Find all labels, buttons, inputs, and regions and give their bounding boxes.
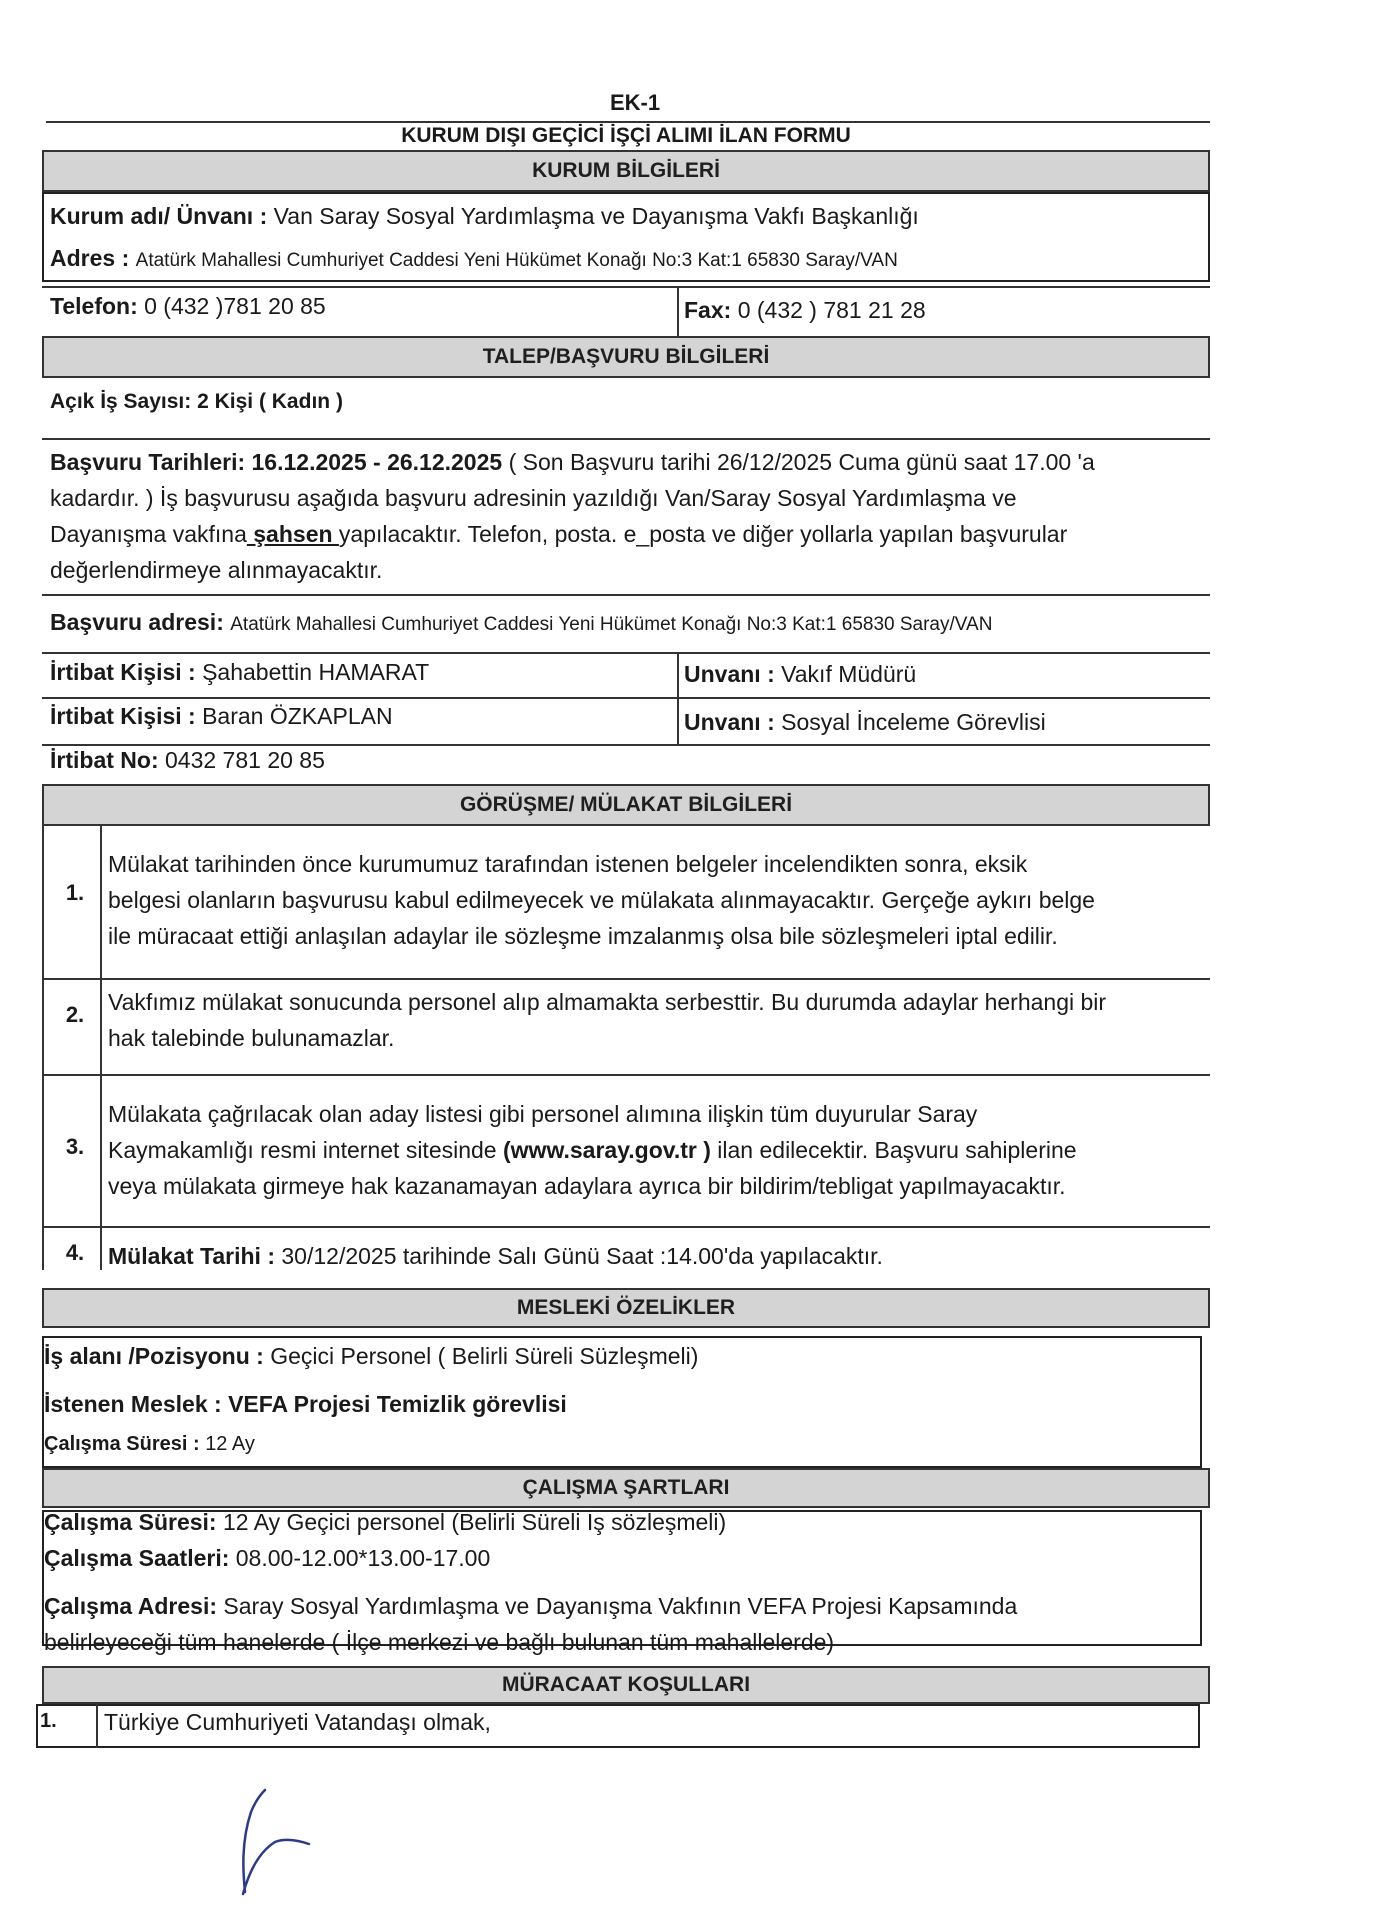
kurum-fax — [684, 292, 926, 328]
section-gorusme: GÖRÜŞME/ MÜLAKAT BİLGİLERİ — [42, 784, 1210, 826]
work-address-label: Çalışma Adresi: — [44, 1593, 217, 1619]
mesleki-duration-value: 12 Ay — [205, 1433, 255, 1455]
ek-label: EK-1 — [609, 90, 661, 115]
kurum-address-value: Atatürk Mahallesi Cumhuriyet Caddesi Yeni Hükümet Konağı No:3 Kat:1 65830 Saray/VAN — [135, 250, 898, 271]
contact-1-title-row — [684, 656, 916, 692]
gorusme-item-1-line-2: belgesi olanların başvurusu kabul edilmeyecek ve mülakata alınmayacaktır. Gerçeğe aykırı belge — [108, 887, 1095, 913]
position-value: Geçici Personel ( Belirli Süreli Süzleşmeli) — [270, 1343, 699, 1369]
rule — [96, 1704, 98, 1748]
job-label: İstenen Meslek : — [44, 1391, 222, 1417]
apply-address-row — [50, 604, 992, 643]
kurum-name-row — [50, 198, 919, 234]
work-duration-value: 12 Ay Geçici personel (Belirli Süreli İş sözleşmeli) — [222, 1509, 727, 1535]
contact-no — [50, 742, 325, 778]
kurum-address-row — [50, 240, 898, 279]
contact-1 — [50, 654, 429, 690]
work-hours-label: Çalışma Saatleri: — [44, 1545, 230, 1571]
gorusme-item-1 — [108, 846, 1208, 954]
kurum-name-label: Kurum adı/ Ünvanı : — [50, 203, 268, 229]
kurum-name-value: Van Saray Sosyal Yardımlaşma ve Dayanışma Vakfı Başkanlığı — [273, 203, 919, 229]
gorusme-item-1-num: 1. — [65, 880, 85, 905]
kurum-phone — [50, 288, 326, 324]
section-muracaat: MÜRACAAT KOŞULLARI — [42, 1666, 1210, 1704]
contact-1-title-label: Unvanı : — [684, 661, 775, 687]
work-hours-row — [44, 1540, 490, 1576]
job-value: VEFA Projesi Temizlik görevlisi — [228, 1391, 567, 1417]
section-kurum: KURUM BİLGİLERİ — [42, 150, 1210, 192]
section-sartlar: ÇALIŞMA ŞARTLARI — [42, 1468, 1210, 1508]
signature — [205, 1782, 315, 1902]
rule — [42, 978, 1210, 980]
form-title: KURUM DIŞI GEÇİCİ İŞÇİ ALIMI İLAN FORMU — [401, 124, 851, 147]
work-address-line-1: Saray Sosyal Yardımlaşma ve Dayanışma Vakfının VEFA Projesi Kapsamında — [223, 1593, 1018, 1619]
gorusme-item-1-line-3: ile müracaat ettiği anlaşılan adaylar ile sözleşme imzalanmış olsa bile sözleşmeleri iptal edilir. — [108, 923, 1058, 949]
gorusme-item-4-num: 4. — [65, 1240, 85, 1265]
rule — [42, 826, 44, 1270]
rule — [42, 1074, 1210, 1076]
dates-note-3b: şahsen — [246, 521, 339, 547]
rule — [677, 286, 679, 338]
gorusme-item-2 — [108, 984, 1208, 1056]
apply-address-label: Başvuru adresi: — [50, 609, 224, 635]
header-rule — [46, 121, 1210, 123]
position-row — [44, 1338, 698, 1374]
gorusme-item-3 — [108, 1096, 1208, 1204]
dates-note-1: ( Son Başvuru tarihi 26/12/2025 Cuma günü saat 17.00 'a — [508, 449, 1095, 475]
contact-no-value: 0432 781 20 85 — [165, 747, 325, 773]
contact-1-label: İrtibat Kişisi : — [50, 659, 196, 685]
kurum-fax-label: Fax: — [684, 297, 732, 323]
gorusme-item-3-num: 3. — [65, 1134, 85, 1159]
work-hours-value: 08.00-12.00*13.00-17.00 — [235, 1545, 491, 1571]
section-talep: TALEP/BAŞVURU BİLGİLERİ — [42, 336, 1210, 378]
section-mesleki: MESLEKİ ÖZELİKLER — [42, 1288, 1210, 1328]
muracaat-item-1-num: 1. — [40, 1710, 57, 1732]
work-address-line-2: belirleyeceği tüm hanelerde ( İlçe merkezi ve bağlı bulunan tüm mahallelerde) — [44, 1629, 835, 1655]
dates-note-2: kadardır. ) İş başvurusu aşağıda başvuru adresinin yazıldığı Van/Saray Sosyal Yardımlaşma ve — [50, 485, 1017, 511]
contact-2-title: Sosyal İnceleme Görevlisi — [781, 709, 1046, 735]
rule — [42, 1226, 1210, 1228]
contact-2-title-label: Unvanı : — [684, 709, 775, 735]
contact-2-title-row — [684, 704, 1046, 740]
rule — [100, 826, 102, 1270]
kurum-address-label: Adres : — [50, 245, 130, 271]
contact-2-name: Baran ÖZKAPLAN — [202, 703, 393, 729]
work-duration-label: Çalışma Süresi: — [44, 1509, 217, 1535]
gorusme-item-3-line-2a: Kaymakamlığı resmi internet sitesinde — [108, 1137, 497, 1163]
apply-address-value: Atatürk Mahallesi Cumhuriyet Caddesi Yeni Hükümet Konağı No:3 Kat:1 65830 Saray/VAN — [230, 614, 993, 635]
gorusme-item-3-line-3: veya mülakata girmeye hak kazanamayan adaylara ayrıca bir bildirim/tebligat yapılmayacaktır. — [108, 1173, 1066, 1199]
rule — [42, 438, 1210, 440]
gorusme-item-4 — [108, 1238, 883, 1274]
application-dates — [50, 444, 1210, 588]
mesleki-duration-label: Çalışma Süresi : — [44, 1433, 200, 1455]
contact-2 — [50, 698, 393, 734]
interview-date-label: Mülakat Tarihi : — [108, 1243, 275, 1269]
contact-1-name: Şahabettin HAMARAT — [202, 659, 430, 685]
kurum-fax-value: 0 (432 ) 781 21 28 — [737, 297, 926, 323]
interview-date-value: 30/12/2025 tarihinde Salı Günü Saat :14.00'da yapılacaktır. — [281, 1243, 883, 1269]
gorusme-item-3-line-2c: ilan edilecektir. Başvuru sahiplerine — [717, 1137, 1077, 1163]
contact-no-label: İrtibat No: — [50, 747, 159, 773]
gorusme-item-2-line-2: hak talebinde bulunamazlar. — [108, 1025, 395, 1051]
mesleki-duration-row — [44, 1426, 255, 1462]
job-row — [44, 1386, 567, 1422]
kurum-phone-value: 0 (432 )781 20 85 — [144, 293, 326, 319]
rule — [42, 594, 1210, 596]
work-address — [44, 1588, 1204, 1660]
gorusme-item-2-line-1: Vakfımız mülakat sonucunda personel alıp almamakta serbesttir. Bu durumda adaylar herhangi bir — [108, 989, 1107, 1015]
dates-note-3c: yapılacaktır. Telefon, posta. e_posta ve diğer yollarla yapılan başvurular — [338, 521, 1068, 547]
position-label: İş alanı /Pozisyonu : — [44, 1343, 264, 1369]
open-jobs: Açık İş Sayısı: 2 Kişi ( Kadın ) — [50, 390, 343, 413]
gorusme-item-3-url: (www.saray.gov.tr ) — [496, 1137, 718, 1163]
kurum-phone-label: Telefon: — [50, 293, 138, 319]
contact-1-title: Vakıf Müdürü — [781, 661, 917, 687]
contact-2-label: İrtibat Kişisi : — [50, 703, 196, 729]
work-duration-row — [44, 1504, 726, 1540]
dates-label: Başvuru Tarihleri: 16.12.2025 - 26.12.2025 — [50, 449, 503, 475]
muracaat-item-1-text: Türkiye Cumhuriyeti Vatandaşı olmak, — [104, 1709, 491, 1735]
gorusme-item-3-line-1: Mülakata çağrılacak olan aday listesi gibi personel alımına ilişkin tüm duyurular Saray — [108, 1101, 978, 1127]
dates-note-4: değerlendirmeye alınmayacaktır. — [50, 557, 383, 583]
gorusme-item-2-num: 2. — [65, 1002, 85, 1027]
gorusme-item-1-line-1: Mülakat tarihinden önce kurumumuz tarafından istenen belgeler incelendikten sonra, eksik — [108, 851, 1028, 877]
dates-note-3a: Dayanışma vakfına — [50, 521, 247, 547]
